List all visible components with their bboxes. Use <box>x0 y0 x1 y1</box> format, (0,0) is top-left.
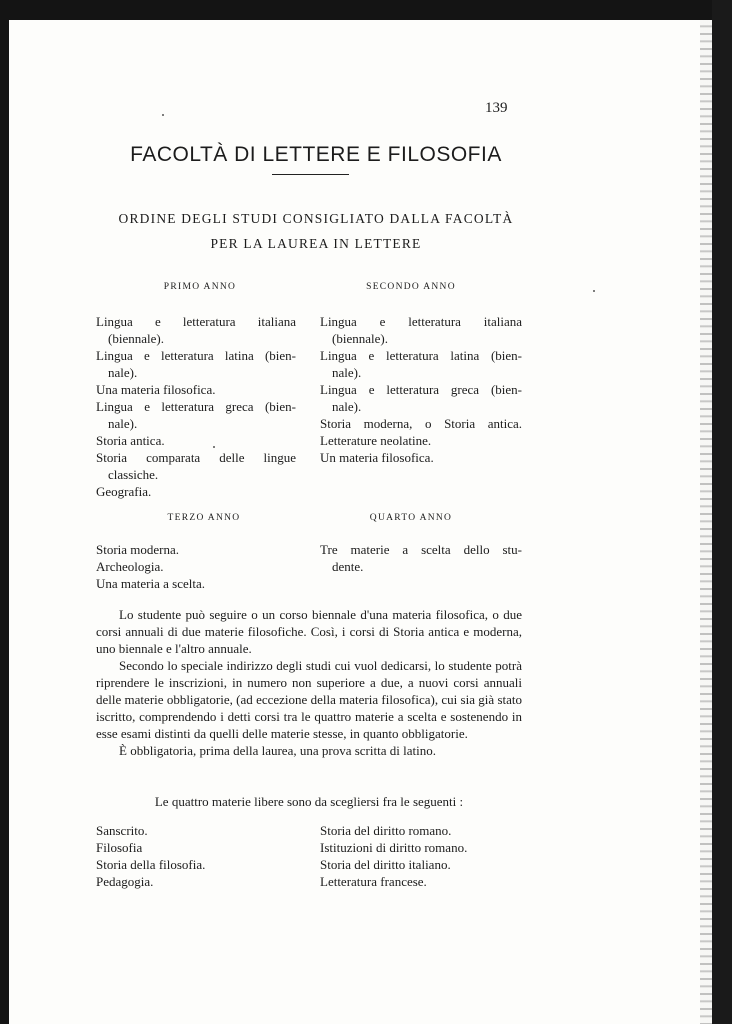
list-item: Sanscrito. <box>96 823 148 838</box>
materie-libere-left-list <box>96 822 296 890</box>
subtitle-line-1: ORDINE DEGLI STUDI CONSIGLIATO DALLA FACOLTÀ <box>118 211 514 226</box>
list-item: Filosofia <box>96 840 143 855</box>
list-item: Lingua e letteratura italiana <box>96 314 296 329</box>
list-item: Pedagogia. <box>96 874 154 889</box>
list-item-continuation: (biennale). <box>332 331 388 346</box>
list-item: Archeologia. <box>96 559 164 574</box>
paragraph-iscrizioni: Secondo lo speciale indirizzo degli studi cui vuol dedicarsi, lo studente potrà riprendere le inscrizioni, in numero non superiore a due, a nuovi corsi annuali delle materie obbligatorie, (ad eccezione della materia filosofica), cui sia già stato iscritto, comprendendo i detti corsi tra le quattro materie a scelta e sostenendo in esse esami distinti da quelli delle materie stesse, in quanto obbligatorie. <box>96 658 522 741</box>
list-item-continuation: nale). <box>108 416 138 431</box>
print-speck <box>593 290 595 292</box>
list-item: Storia moderna. <box>96 542 180 557</box>
scan-border-right <box>712 0 732 1024</box>
primo-anno-list <box>96 313 296 500</box>
scan-border-top <box>0 0 732 20</box>
list-item: Letteratura francese. <box>320 874 427 889</box>
list-item: Storia del diritto romano. <box>320 823 452 838</box>
list-item: Storia della filosofia. <box>96 857 206 872</box>
quarto-anno-heading: QUARTO ANNO <box>369 513 453 523</box>
list-item: Storia comparata delle lingue <box>96 450 296 465</box>
list-item: Lingua e letteratura latina (bien- <box>320 348 522 363</box>
book-page <box>9 20 700 1024</box>
page-number: 139 <box>485 100 508 116</box>
list-item-continuation: nale). <box>332 399 362 414</box>
terzo-anno-heading: TERZO ANNO <box>167 513 241 523</box>
list-item: Storia del diritto italiano. <box>320 857 451 872</box>
list-item: Lingua e letteratura latina (bien- <box>96 348 296 363</box>
primo-anno-heading: PRIMO ANNO <box>163 282 237 292</box>
page-edge-shadow <box>700 20 712 1024</box>
list-item: Lingua e letteratura greca (bien- <box>96 399 296 414</box>
materie-libere-intro: Le quattro materie libere sono da scegliersi fra le seguenti : <box>154 794 464 809</box>
list-item: Storia moderna, o Storia antica. <box>320 416 522 431</box>
list-item: Letterature neolatine. <box>320 433 432 448</box>
materie-libere-right-list <box>320 822 530 890</box>
list-item: Geografia. <box>96 484 152 499</box>
list-item-continuation: dente. <box>332 559 364 574</box>
subtitle-line-2: PER LA LAUREA IN LETTERE <box>210 236 422 251</box>
list-item-continuation: nale). <box>332 365 362 380</box>
list-item: Un materia filosofica. <box>320 450 434 465</box>
quarto-anno-list <box>320 541 522 575</box>
list-item-continuation: (biennale). <box>108 331 164 346</box>
secondo-anno-list <box>320 313 522 466</box>
list-item: Lingua e letteratura italiana <box>320 314 522 329</box>
title-rule <box>272 174 349 175</box>
body-text <box>96 606 522 759</box>
list-item: Storia antica. <box>96 433 165 448</box>
print-speck <box>162 114 164 116</box>
list-item-continuation: nale). <box>108 365 138 380</box>
paragraph-prova-latino: È obbligatoria, prima della laurea, una prova scritta di latino. <box>119 743 436 758</box>
scan-border-left <box>0 0 9 1024</box>
list-item: Una materia filosofica. <box>96 382 216 397</box>
list-item: Istituzioni di diritto romano. <box>320 840 468 855</box>
list-item: Lingua e letteratura greca (bien- <box>320 382 522 397</box>
list-item: Una materia a scelta. <box>96 576 205 591</box>
print-speck <box>213 446 215 448</box>
list-item-continuation: classiche. <box>108 467 159 482</box>
paragraph-corsi-filosofici: Lo studente può seguire o un corso biennale d'una materia filosofica, o due corsi annuali di due materie filosofiche. Così, i corsi di Storia antica e moderna, uno biennale e l'altro annuale. <box>96 607 522 656</box>
secondo-anno-heading: SECONDO ANNO <box>366 282 456 292</box>
terzo-anno-list <box>96 541 296 592</box>
page-title: FACOLTÀ DI LETTERE E FILOSOFIA <box>130 143 502 166</box>
list-item: Tre materie a scelta dello stu- <box>320 542 522 557</box>
